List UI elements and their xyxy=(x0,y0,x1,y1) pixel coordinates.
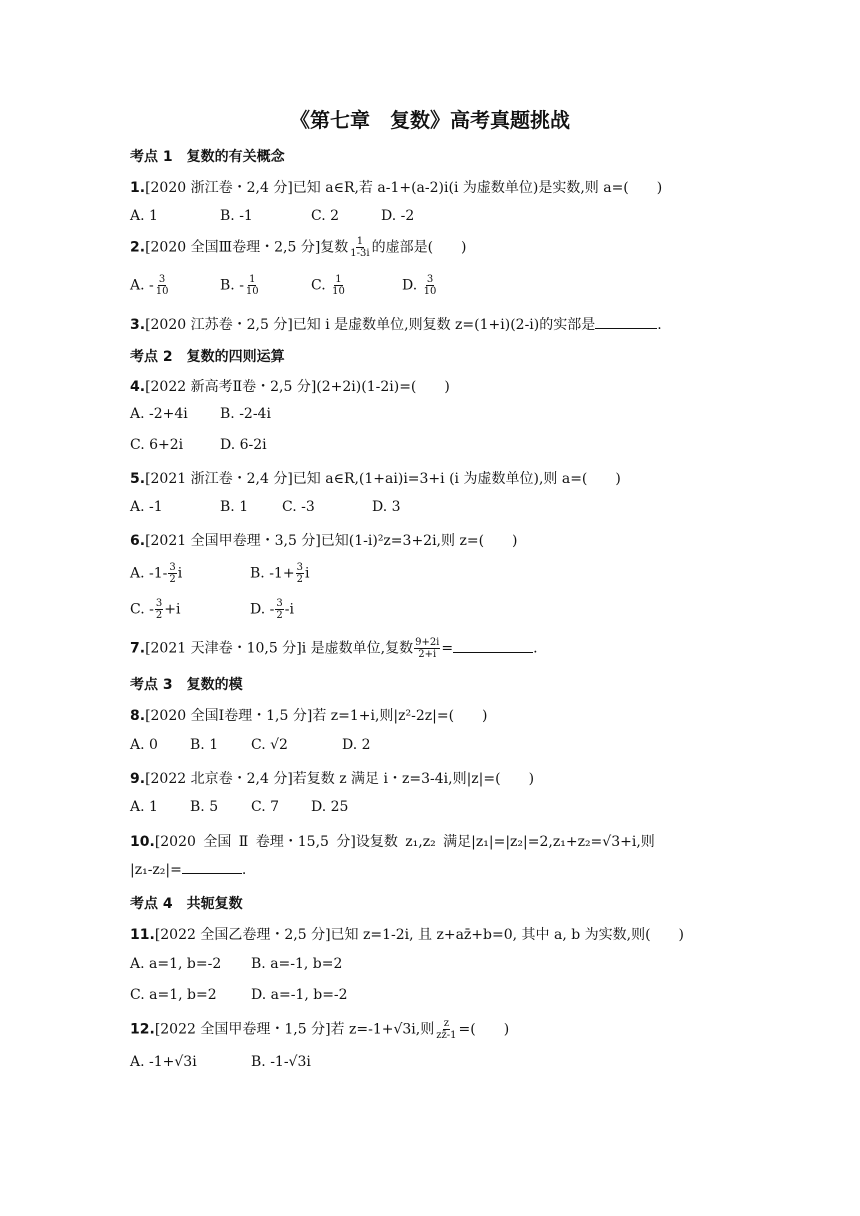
fraction-denominator: 10 xyxy=(245,286,259,297)
section-number: 考点 4 xyxy=(130,896,173,912)
option-c: C. a=1, b=2 xyxy=(130,987,217,1003)
question-text: (2+2i)(1-2i)=( ) xyxy=(316,379,450,395)
question-source: [2020 江苏卷・2,5 分] xyxy=(145,317,293,333)
fraction-numerator: 3 xyxy=(155,598,163,609)
question-text-post: = xyxy=(441,640,454,657)
option-b: B. 1 xyxy=(190,737,219,753)
option-b: B. -1 xyxy=(220,208,253,224)
option-c: C. 6+2i xyxy=(130,437,184,453)
option-d: D. a=-1, b=-2 xyxy=(251,987,348,1003)
fraction xyxy=(296,562,304,585)
page-title: 《第七章 复数》高考真题挑战 xyxy=(290,108,570,132)
question-6 xyxy=(130,530,730,550)
option-a: A. -2+4i xyxy=(130,406,188,422)
question-text: 已知 z=1-2i, 且 z+az̄+b=0, 其中 a, b 为实数,则( ) xyxy=(330,927,685,943)
question-10 xyxy=(130,831,730,851)
question-number: 6. xyxy=(130,533,146,549)
question-source: [2022 北京卷・2,4 分] xyxy=(145,771,293,787)
option-d: D. 6-2i xyxy=(220,437,267,453)
question-source: [2022 新高考Ⅱ卷・2,5 分] xyxy=(145,379,317,395)
section-heading-3 xyxy=(130,674,243,694)
fraction xyxy=(435,1018,457,1041)
fraction xyxy=(414,637,440,660)
fraction xyxy=(155,274,170,297)
fraction xyxy=(275,598,283,621)
section-number: 考点 1 xyxy=(130,149,173,165)
question-8 xyxy=(130,705,730,725)
question-text-pre: i 是虚数单位,复数 xyxy=(301,640,414,657)
option-c: C. 7 xyxy=(251,799,280,815)
option-d xyxy=(250,598,294,621)
option-label: B. - xyxy=(220,277,244,294)
question-source: [2022 全国乙卷理・2,5 分] xyxy=(154,927,331,943)
question-source: [2021 天津卷・10,5 分] xyxy=(145,640,302,657)
question-text: 已知 i 是虚数单位,则复数 z=(1+i)(2-i)的实部是 xyxy=(292,317,596,333)
section-number: 考点 2 xyxy=(130,349,173,365)
section-heading-1 xyxy=(130,146,285,166)
fraction-numerator: 1 xyxy=(249,274,256,285)
option-a: A. a=1, b=-2 xyxy=(130,956,222,972)
question-number: 3. xyxy=(130,317,146,333)
answer-blank xyxy=(595,316,657,329)
question-text-post: 的虚部是( ) xyxy=(371,239,467,256)
option-a xyxy=(130,274,170,297)
fraction-numerator: 1 xyxy=(356,236,364,247)
fraction xyxy=(168,562,176,585)
option-a: A. 1 xyxy=(130,208,158,224)
option-c: C. √2 xyxy=(251,737,288,753)
fraction-numerator: 1 xyxy=(335,274,342,285)
option-b: B. 1 xyxy=(220,499,249,515)
question-text: 已知 a∈R,(1+ai)i=3+i (i 为虚数单位),则 a=( ) xyxy=(292,471,621,487)
question-5 xyxy=(130,468,730,488)
question-source: [2020 全国Ⅰ卷理・1,5 分] xyxy=(145,708,313,724)
fraction-numerator: 3 xyxy=(426,274,434,285)
question-text-pre: 若 z=-1+√3i,则 xyxy=(330,1021,435,1038)
option-a: A. 0 xyxy=(130,737,158,753)
option-d: D. 3 xyxy=(372,499,401,515)
option-b: B. -1-√3i xyxy=(251,1054,311,1070)
question-4 xyxy=(130,376,730,396)
section-name: 共轭复数 xyxy=(186,896,243,912)
fraction xyxy=(155,598,163,621)
option-label: A. - xyxy=(130,277,154,294)
fraction-denominator: 1-3i xyxy=(350,248,370,259)
option-d: D. 2 xyxy=(342,737,371,753)
section-name: 复数的模 xyxy=(186,677,243,693)
fraction-numerator: 3 xyxy=(158,274,166,285)
question-1 xyxy=(130,177,730,197)
fraction-denominator: 2 xyxy=(276,610,283,621)
fraction-numerator: 3 xyxy=(169,562,176,573)
question-text-post: =( ) xyxy=(458,1021,510,1038)
question-source: [2020 浙江卷・2,4 分] xyxy=(145,180,293,196)
option-label: C. xyxy=(311,277,331,294)
fraction-denominator: 2 xyxy=(296,574,303,585)
option-tail: +i xyxy=(164,601,181,618)
question-number: 9. xyxy=(130,771,146,787)
fraction-denominator: 2+i xyxy=(418,649,437,660)
question-text-pre: 复数 xyxy=(320,239,349,256)
option-d: D. 25 xyxy=(311,799,349,815)
option-a: A. -1+√3i xyxy=(130,1054,197,1070)
section-heading-4 xyxy=(130,893,243,913)
option-label: D. - xyxy=(250,601,275,618)
option-b xyxy=(220,274,261,297)
option-tail: -i xyxy=(284,601,294,618)
question-number: 8. xyxy=(130,708,146,724)
question-source: [2020 全国 Ⅱ 卷理・15,5 分] xyxy=(154,834,356,850)
question-source: [2021 全国甲卷理・3,5 分] xyxy=(145,533,321,549)
fraction xyxy=(349,236,370,259)
question-number: 10. xyxy=(130,834,155,850)
question-10-line-2: |z₁-z₂|= . xyxy=(130,862,247,878)
question-text: 已知 a∈R,若 a-1+(a-2)i(i 为虚数单位)是实数,则 a=( ) xyxy=(292,180,663,196)
fraction-numerator: 3 xyxy=(296,562,303,573)
question-number: 12. xyxy=(130,1021,155,1038)
question-text: 若复数 z 满足 i・z=3-4i,则|z|=( ) xyxy=(292,771,535,787)
option-b: B. a=-1, b=2 xyxy=(251,956,343,972)
question-9 xyxy=(130,768,730,788)
question-source: [2020 全国Ⅲ卷理・2,5 分] xyxy=(145,239,321,256)
option-b: B. -2-4i xyxy=(220,406,271,422)
option-b: B. 5 xyxy=(190,799,219,815)
option-a: A. -1 xyxy=(130,499,163,515)
option-label: B. -1+ xyxy=(250,565,295,582)
fraction-denominator: zz̄-1 xyxy=(436,1030,457,1041)
fraction xyxy=(245,274,260,297)
question-text: 已知(1-i)²z=3+2i,则 z=( ) xyxy=(320,533,518,549)
question-number: 5. xyxy=(130,471,146,487)
question-number: 2. xyxy=(130,239,146,256)
fraction-denominator: 10 xyxy=(155,286,169,297)
option-label: D. xyxy=(402,277,422,294)
answer-blank xyxy=(182,861,242,874)
answer-blank xyxy=(453,640,533,653)
question-number: 1. xyxy=(130,180,146,196)
option-label: A. -1- xyxy=(130,565,168,582)
fraction-numerator: 9+2i xyxy=(415,637,440,648)
fraction-numerator: z xyxy=(443,1018,449,1029)
option-a: A. 1 xyxy=(130,799,158,815)
fraction xyxy=(423,274,438,297)
question-text: 若 z=1+i,则|z²-2z|=( ) xyxy=(312,708,488,724)
fraction-denominator: 10 xyxy=(423,286,437,297)
question-12 xyxy=(130,1018,730,1041)
option-b xyxy=(250,562,309,585)
question-source: [2022 全国甲卷理・1,5 分] xyxy=(154,1021,331,1038)
section-number: 考点 3 xyxy=(130,677,173,693)
question-number: 11. xyxy=(130,927,155,943)
question-number: 4. xyxy=(130,379,146,395)
question-source: [2021 浙江卷・2,4 分] xyxy=(145,471,293,487)
option-d xyxy=(402,274,438,297)
option-a xyxy=(130,562,182,585)
option-label: C. - xyxy=(130,601,154,618)
question-text: 设复数 z₁,z₂ 满足|z₁|=|z₂|=2,z₁+z₂=√3+i,则 xyxy=(355,834,655,850)
section-name: 复数的有关概念 xyxy=(186,149,285,165)
option-c: C. 2 xyxy=(311,208,340,224)
option-c xyxy=(130,598,180,621)
option-c xyxy=(311,274,347,297)
question-number: 7. xyxy=(130,640,146,657)
question-text-continued: |z₁-z₂|= xyxy=(130,862,182,878)
section-heading-2 xyxy=(130,346,285,366)
question-11 xyxy=(130,924,730,944)
fraction-denominator: 2 xyxy=(169,574,176,585)
fraction xyxy=(331,274,346,297)
option-tail: i xyxy=(304,565,310,582)
question-2 xyxy=(130,236,730,259)
fraction-numerator: 3 xyxy=(276,598,283,609)
question-7: 7.[2021 天津卷・10,5 分]i 是虚数单位,复数 $\frac{9+2i}{2+i}$ = . xyxy=(130,637,538,660)
option-c: C. -3 xyxy=(282,499,315,515)
option-d: D. -2 xyxy=(381,208,415,224)
fraction-denominator: 2 xyxy=(155,610,163,621)
fraction-denominator: 10 xyxy=(332,286,345,297)
option-tail: i xyxy=(177,565,183,582)
section-name: 复数的四则运算 xyxy=(186,349,285,365)
question-3: 3.[2020 江苏卷・2,5 分]已知 i 是虚数单位,则复数 z=(1+i)(2-i)的实部是 . xyxy=(130,317,662,333)
